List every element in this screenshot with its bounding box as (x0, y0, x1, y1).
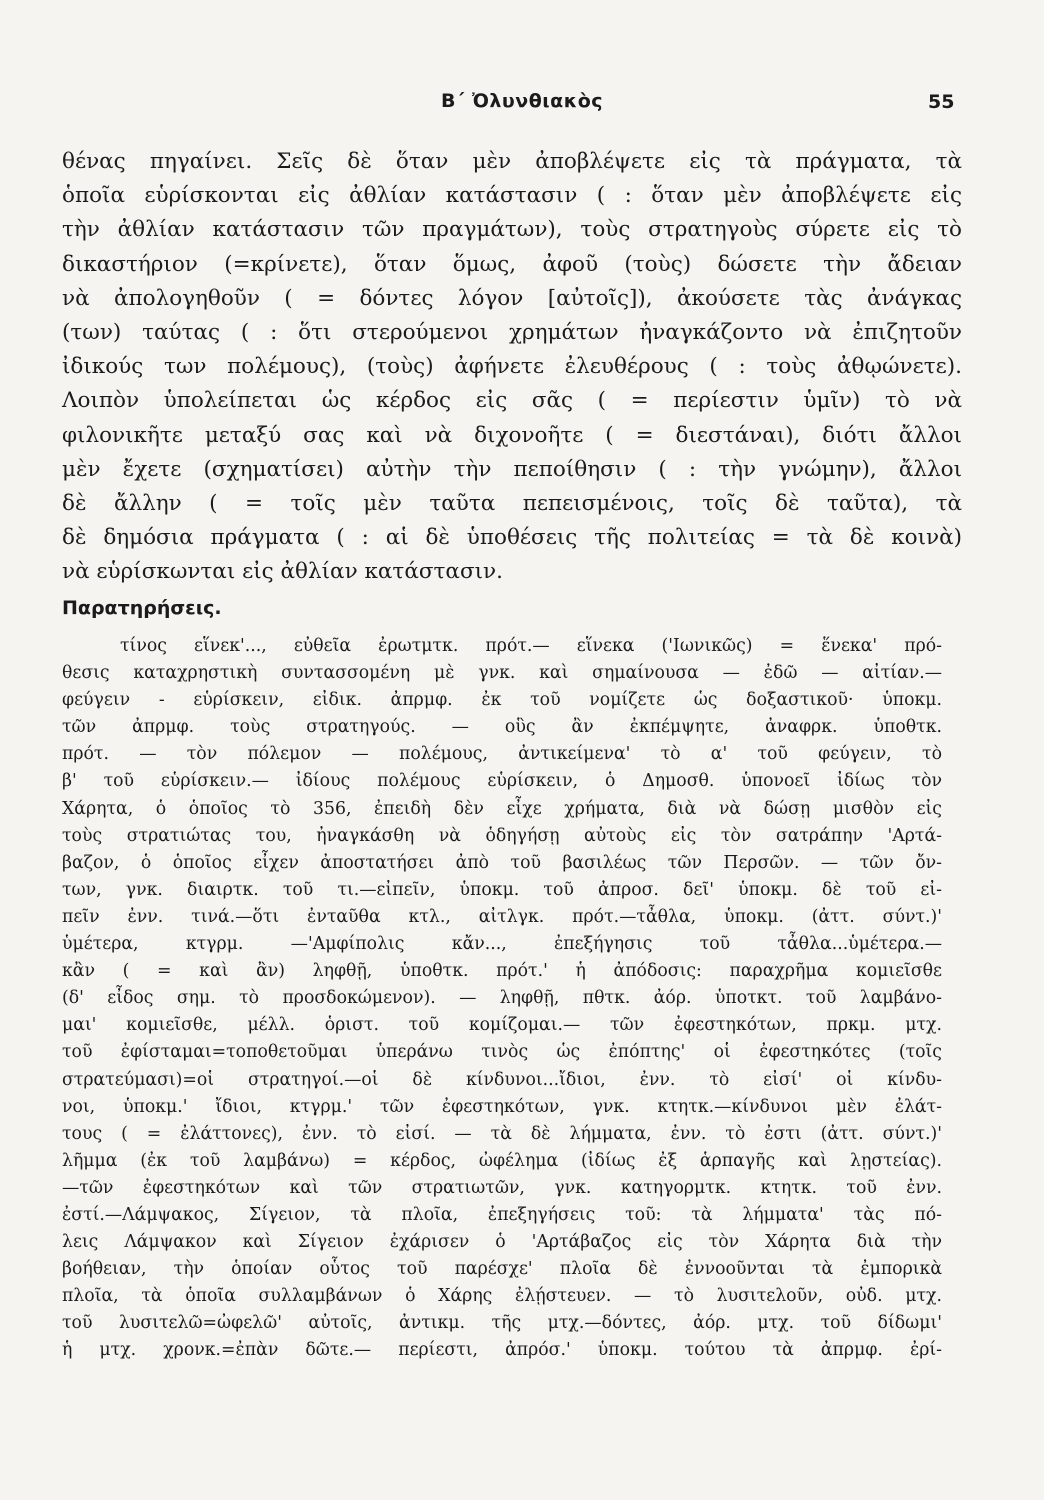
note-line: —τῶν ἐφεστηκότων καὶ τῶν στρατιωτῶν, γνκ. κατηγορμτκ. κτητκ. τοῦ ἐνν. (62, 1177, 942, 1198)
note-line: ἡ μτχ. χρονκ.=ἐπὰν δῶτε.— περίεστι, ἀπρόσ.' ὑποκμ. τούτου τὰ ἀπρμφ. ἐρί- (62, 1340, 942, 1361)
note-line: τοῦ λυσιτελῶ=ὠφελῶ' αὐτοῖς, ἀντικμ. τῆς μτχ.—δόντες, ἀόρ. μτχ. τοῦ δίδωμι' (62, 1313, 942, 1334)
note-line: πλοῖα, τὰ ὁποῖα συλλαμβάνων ὁ Χάρης ἐλῄστευεν. — τὸ λυσιτελοῦν, οὐδ. μτχ. (62, 1286, 942, 1307)
text-line: ἰδικούς των πολέμους), (τοὺς) ἀφήνετε ἐλευθέρους ( : τοὺς ἀθῳώνετε). (62, 354, 962, 380)
note-line: φεύγειν - εὑρίσκειν, εἰδικ. ἀπρμφ. ἐκ τοῦ νομίζετε ὡς δοξαστικοῦ· ὑποκμ. (62, 690, 942, 711)
text-line: δικαστήριον (=κρίνετε), ὅταν ὅμως, ἀφοῦ (τοὺς) δώσετε τὴν ἄδειαν (62, 251, 962, 277)
note-line: βοήθειαν, τὴν ὁποίαν οὗτος τοῦ παρέσχε' πλοῖα δὲ ἐννοοῦνται τὰ ἐμπορικὰ (62, 1259, 942, 1280)
text-line: δὲ δημόσια πράγματα ( : αἱ δὲ ὑποθέσεις τῆς πολιτείας = τὰ δὲ κοινὰ) (62, 525, 962, 551)
running-title: Β΄ Ὀλυνθιακὸς (440, 90, 604, 112)
notes-heading: Παρατηρήσεις. (62, 597, 222, 619)
note-line: β' τοῦ εὑρίσκειν.— ἰδίους πολέμους εὑρίσκειν, ὁ Δημοσθ. ὑπονοεῖ ἰδίως τὸν (62, 771, 942, 792)
text-line: ὁποῖα εὑρίσκονται εἰς ἀθλίαν κατάστασιν ( : ὅταν μὲν ἀποβλέψετε εἰς (62, 183, 962, 209)
text-line: φιλονικῆτε μεταξύ σας καὶ νὰ διχονοῆτε ( = διεστάναι), διότι ἄλλοι (62, 422, 962, 448)
text-line: δὲ ἄλλην ( = τοῖς μὲν ταῦτα πεπεισμένοις, τοῖς δὲ ταῦτα), τὰ (62, 490, 962, 516)
note-line: βαζον, ὁ ὁποῖος εἶχεν ἀποστατήσει ἀπὸ τοῦ βασιλέως τῶν Περσῶν. — τῶν ὄν- (62, 852, 942, 873)
text-line: νὰ εὑρίσκωνται εἰς ἀθλίαν κατάστασιν. (62, 559, 503, 585)
text-line: (των) ταύτας ( : ὅτι στερούμενοι χρημάτων ἠναγκάζοντο νὰ ἐπιζητοῦν (62, 319, 962, 345)
note-line: λεις Λάμψακον καὶ Σίγειον ἐχάρισεν ὁ 'Αρτάβαζος εἰς τὸν Χάρητα διὰ τὴν (62, 1232, 942, 1253)
text-line: μὲν ἔχετε (σχηματίσει) αὐτὴν τὴν πεποίθησιν ( : τὴν γνώμην), ἄλλοι (62, 456, 962, 482)
text-line: θένας πηγαίνει. Σεῖς δὲ ὅταν μὲν ἀποβλέψετε εἰς τὰ πράγματα, τὰ (62, 149, 962, 174)
note-line: νοι, ὑποκμ.' ἴδιοι, κτγρμ.' τῶν ἐφεστηκότων, γνκ. κτητκ.—κίνδυνοι μὲν ἐλάτ- (62, 1096, 942, 1117)
text-line: τὴν ἀθλίαν κατάστασιν τῶν πραγμάτων), τοὺς στρατηγοὺς σύρετε εἰς τὸ (62, 217, 962, 243)
note-line: θεσις καταχρηστικὴ συντασσομένη μὲ γνκ. καὶ σημαίνουσα — ἐδῶ — αἰτίαν.— (62, 663, 942, 684)
note-line: τους ( = ἐλάττονες), ἐνν. τὸ εἰσί. — τὰ δὲ λήμματα, ἐνν. τὸ ἐστι (ἀττ. σύντ.)' (62, 1123, 942, 1144)
note-line: ἐστί.—Λάμψακος, Σίγειον, τὰ πλοῖα, ἐπεξηγήσεις τοῦ: τὰ λήμματα' τὰς πό- (62, 1204, 942, 1225)
note-line: στρατεύμασι)=οἱ στρατηγοί.—οἱ δὲ κίνδυνοι...ἴδιοι, ἐνν. τὸ εἰσί' οἱ κίνδυ- (62, 1069, 942, 1090)
note-line: τίνος εἵνεκ'..., εὐθεῖα ἐρωτμτκ. πρότ.— εἵνεκα ('Ιωνικῶς) = ἕνεκα' πρό- (120, 636, 942, 656)
note-line: των, γνκ. διαιρτκ. τοῦ τι.—εἰπεῖν, ὑποκμ. τοῦ ἀπροσ. δεῖ' ὑποκμ. δὲ τοῦ εἰ- (62, 879, 942, 900)
note-line: κἂν ( = καὶ ἂν) ληφθῇ, ὑποθτκ. πρότ.' ἡ ἀπόδοσις: παραχρῆμα κομιεῖσθε (62, 961, 942, 982)
note-line: πρότ. — τὸν πόλεμον — πολέμους, ἀντικείμενα' τὸ α' τοῦ φεύγειν, τὸ (62, 744, 942, 765)
text-line: νὰ ἀπολογηθοῦν ( = δόντες λόγον [αὐτοῖς]), ἀκούσετε τὰς ἀνάγκας (62, 285, 962, 311)
notes-section (62, 633, 942, 1365)
note-line: τοῦ ἐφίσταμαι=τοποθετοῦμαι ὑπεράνω τινὸς ὡς ἐπόπτης' οἱ ἐφεστηκότες (τοῖς (62, 1042, 942, 1063)
page-number: 55 (928, 91, 955, 113)
note-line: μαι' κομιεῖσθε, μέλλ. ὁριστ. τοῦ κομίζομαι.— τῶν ἐφεστηκότων, πρκμ. μτχ. (62, 1015, 942, 1036)
note-line: πεῖν ἐνν. τινά.—ὅτι ἐνταῦθα κτλ., αἰτλγκ. πρότ.—τἆθλα, ὑποκμ. (ἀττ. σύντ.)' (62, 906, 942, 927)
note-line: τῶν ἀπρμφ. τοὺς στρατηγούς. — οὓς ἂν ἐκπέμψητε, ἀναφρκ. ὑποθτκ. (62, 717, 942, 738)
note-line: (δ' εἶδος σημ. τὸ προσδοκώμενον). — ληφθῇ, πθτκ. ἀόρ. ὑποτκτ. τοῦ λαμβάνο- (62, 988, 942, 1009)
translation-paragraph (62, 145, 962, 589)
text-line: Λοιπὸν ὑπολείπεται ὡς κέρδος εἰς σᾶς ( = περίεστιν ὑμῖν) τὸ νὰ (62, 388, 962, 414)
note-line: τοὺς στρατιώτας του, ἠναγκάσθη νὰ ὁδηγήσῃ αὐτοὺς εἰς τὸν σατράπην 'Αρτά- (62, 825, 942, 846)
note-line: ὑμέτερα, κτγρμ. —'Αμφίπολις κἄν..., ἐπεξήγησις τοῦ τἆθλα...ὑμέτερα.— (62, 934, 942, 955)
note-line: Χάρητα, ὁ ὁποῖος τὸ 356, ἐπειδὴ δὲν εἶχε χρήματα, διὰ νὰ δώσῃ μισθὸν εἰς (62, 798, 942, 819)
note-line: λῆμμα (ἐκ τοῦ λαμβάνω) = κέρδος, ὠφέλημα (ἰδίως ἐξ ἁρπαγῆς καὶ λῃστείας). (62, 1150, 942, 1171)
